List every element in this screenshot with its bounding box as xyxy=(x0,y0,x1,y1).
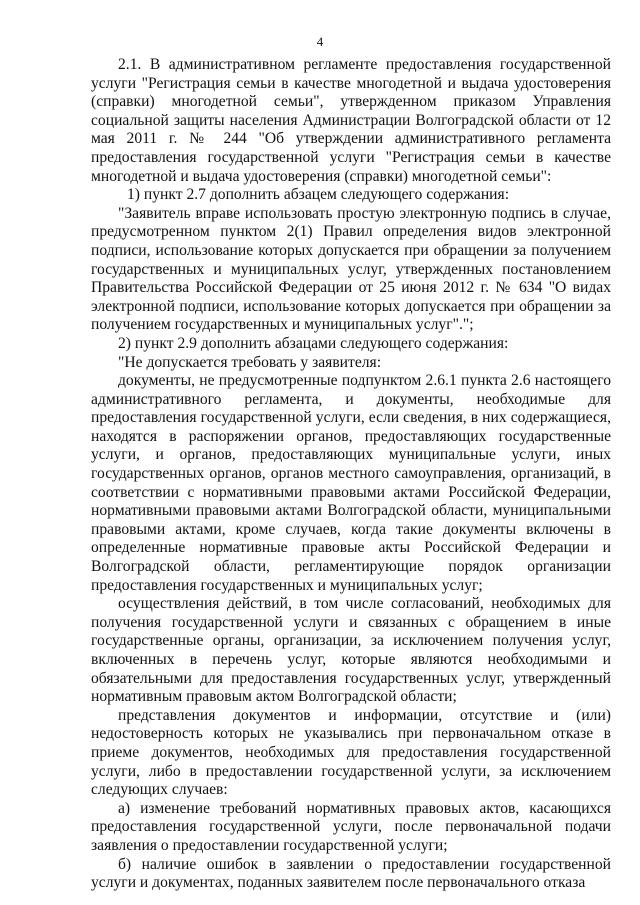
paragraph-actions: осуществления действий, в том числе согласований, необходимых для получения государственной услуги и связанных с обращением в иные государственные органы, организации, за исключением получения услуг, включенных в перечень услуг, которые являются необходимыми и обязательными для предоставления государственных услуг, утвержденный нормативным правовым актом Волгоградской области; xyxy=(91,595,611,706)
page-number: 4 xyxy=(316,34,324,49)
document-body xyxy=(91,56,611,893)
paragraph-documents: документы, не предусмотренные подпунктом 2.6.1 пункта 2.6 настоящего административного регламента, и документы, необходимые для предоставления государственной услуги, если сведения, в них содержащиеся, находятся в распоряжении органов, предоставляющих государственные услуги, и органов, предоставляющих муниципальные услуги, иных государственных органов, органов местного самоуправления, организаций, в соответствии с нормативными правовыми актами Российской Федерации, нормативными правовыми актами Волгоградской области, муниципальными правовыми актами, кроме случаев, когда такие документы включены в определенные нормативные правовые акты Российской Федерации и Волгоградской области, регламентирующие порядок организации предоставления государственных и муниципальных услуг; xyxy=(91,372,611,594)
paragraph-item-2: 2) пункт 2.9 дополнить абзацами следующего содержания: xyxy=(118,334,509,352)
paragraph-item-1: 1) пункт 2.7 дополнить абзацем следующего содержания: xyxy=(127,186,510,204)
paragraph-case-a: а) изменение требований нормативных правовых актов, касающихся предоставления государственной услуги, после первоначальной подачи заявления о предоставлении государственной услуги; xyxy=(91,799,611,854)
paragraph-case-b: б) наличие ошибок в заявлении о предоставлении государственной услуги и документах, поданных заявителем после первоначального отказа xyxy=(91,855,611,892)
paragraph-submission: представления документов и информации, отсутствие и (или) недостоверность которых не указывались при первоначальном отказе в приеме документов, необходимых для предоставления государственной услуги, либо в предоставлении государственной услуги, за исключением следующих случаев: xyxy=(91,706,611,799)
paragraph-2-1-intro: 2.1. В административном регламенте предоставления государственной услуги "Регистрация семьи в качестве многодетной и выдача удостоверения (справки) многодетной семьи", утвержденном приказом Управления социальной защиты населения Администрации Волгоградской области от 12 мая 2011 г. № 244 "Об утверждении административного регламента предоставления государственной услуги "Регистрация семьи в качестве многодетной и выдача удостоверения (справки) многодетной семьи": xyxy=(91,56,611,185)
paragraph-electronic-signature: "Заявитель вправе использовать простую электронную подпись в случае, предусмотренном пунктом 2(1) Правил определения видов электронной подписи, использование которых допускается при обращении за получением государственных и муниципальных услуг, утвержденных постановлением Правительства Российской Федерации от 25 июня 2012 г. № 634 "О видах электронной подписи, использование которых допускается при обращении за получением государственных и муниципальных услуг"."; xyxy=(91,204,611,334)
paragraph-not-allowed: "Не допускается требовать у заявителя: xyxy=(118,353,382,371)
